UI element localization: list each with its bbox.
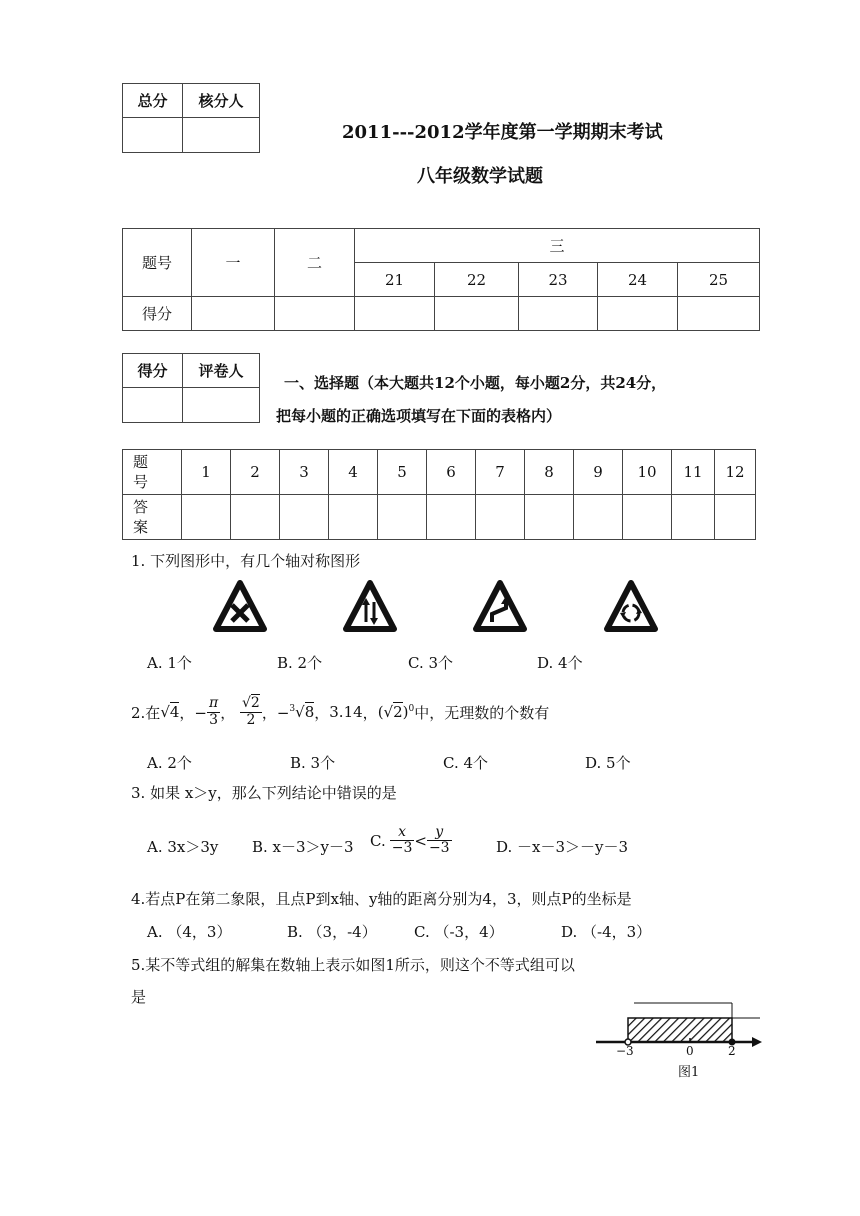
section-score-label: 得分 [123,354,183,388]
question-3-stem: 3. 如果 x＞y，那么下列结论中错误的是 [131,784,397,802]
q1-option-a[interactable]: A. 1个 [147,654,192,672]
q3-option-d[interactable]: D. －x－3＞－y－3 [496,838,629,856]
q4-option-a[interactable]: A. （4，3） [147,923,232,941]
power-exponent: 0 [408,704,415,714]
question-number: 1 [182,450,231,495]
exam-title: 2011---2012学年度第一学期期末考试 [342,122,663,143]
power-base-arg: 2 [393,703,403,721]
q3-option-c[interactable] [370,825,452,857]
figure-caption: 图1 [678,1065,700,1080]
frac-den-2: −3 [428,840,450,857]
frac-y: y [427,825,452,841]
roundabout-sign-icon [604,580,658,632]
part-one-header: 一 [192,229,275,297]
answer-cell[interactable] [574,495,623,540]
axis-arrow-icon [752,1037,762,1047]
answer-cell[interactable] [715,495,756,540]
two-way-traffic-sign-icon [343,580,397,632]
answer-cell[interactable] [182,495,231,540]
q4-option-d[interactable]: D. （-4，3） [561,923,652,941]
score-cell[interactable] [519,297,598,331]
question-number: 4 [329,450,378,495]
question-number: 11 [672,450,715,495]
score-table-score-label: 得分 [123,297,192,331]
sqrt-4: √4 [160,703,180,721]
checker-label: 核分人 [183,84,260,118]
score-table-question-label: 题号 [123,229,192,297]
question-number: 8 [525,450,574,495]
question-5-stem-cont: 是 [131,988,147,1006]
decimal-value: 3.14 [329,703,363,721]
less-than-sign: < [414,831,427,850]
sqrt2-arg: 2 [250,695,260,712]
question-1-stem: 1. 下列图形中，有几个轴对称图形 [131,552,361,570]
question-number: 3 [280,450,329,495]
answer-cell[interactable] [231,495,280,540]
section-one-instruction: 把每小题的正确选项填写在下面的表格内） [276,407,562,425]
q1-option-c[interactable]: C. 3个 [408,654,454,672]
sub-question-header: 23 [519,263,598,297]
q2-prefix: 2.在 [131,703,161,722]
grader-cell[interactable] [183,388,260,423]
frac-x: x [390,825,415,841]
exam-subtitle: 八年级数学试题 [417,166,543,187]
q3-option-b[interactable]: B. x－3＞y－3 [252,838,354,856]
question-number: 5 [378,450,427,495]
sub-question-header: 24 [598,263,678,297]
q1-option-d[interactable]: D. 4个 [537,654,583,672]
answer-cell[interactable] [280,495,329,540]
y-over-neg3 [427,825,452,857]
sub-question-header: 25 [678,263,760,297]
q2-option-a[interactable]: A. 2个 [147,754,192,772]
q2-option-c[interactable]: C. 4个 [443,754,489,772]
question-number: 12 [715,450,756,495]
question-2-stem: 2.在 √4 ，− $\frac{\pi}{3}$ ， $\frac{√2}{2}$ ，− $^3$√8 ， 3.14 ， $(√2)^0$ 中，无理数的个数有 [131,695,550,728]
question-number: 6 [427,450,476,495]
sqrt2-denominator: 2 [246,711,256,728]
part-two-header: 二 [275,229,355,297]
pi-denominator: 3 [209,711,219,728]
checker-cell[interactable] [183,118,260,153]
score-cell[interactable] [598,297,678,331]
x-over-neg3 [390,825,415,857]
answer-cell[interactable] [329,495,378,540]
score-cell[interactable] [678,297,760,331]
sqrt2-over-2: $\frac{√2}{2}$ [241,695,260,728]
answer-cell[interactable] [378,495,427,540]
section-score-cell[interactable] [123,388,183,423]
sqrt2-power-zero: $(√2)^0$ [377,703,415,721]
question-number: 9 [574,450,623,495]
tick-label-0: 0 [686,1044,694,1058]
answer-table-question-label: 题 号 [123,450,182,495]
cbrt-arg: 8 [304,703,315,721]
q3-option-a[interactable]: A. 3x＞3y [147,838,219,856]
q4-option-b[interactable]: B. （3，-4） [287,923,377,941]
answer-cell[interactable] [525,495,574,540]
total-score-box [122,83,260,153]
score-cell[interactable] [435,297,519,331]
number-line-figure [594,1000,764,1080]
q4-option-c[interactable]: C. （-3，4） [414,923,504,941]
score-cell[interactable] [275,297,355,331]
grader-box [122,353,260,423]
pi-over-3 [207,696,220,728]
question-number: 2 [231,450,280,495]
sub-question-header: 22 [435,263,519,297]
score-cell[interactable] [192,297,275,331]
total-score-label: 总分 [123,84,183,118]
sub-question-header: 21 [355,263,435,297]
crossroad-sign-icon [213,580,267,632]
tick-label-neg3: −3 [616,1044,634,1058]
q2-option-b[interactable]: B. 3个 [290,754,336,772]
question-number: 7 [476,450,525,495]
score-table [122,228,760,331]
q2-suffix: 中，无理数的个数有 [414,703,550,722]
section-one-heading: 一、选择题（本大题共12个小题，每小题2分，共24分， [284,374,667,392]
q3-option-c-label: C. [370,831,386,850]
frac-den-1: −3 [391,840,413,857]
question-number: 10 [623,450,672,495]
answer-cell[interactable] [476,495,525,540]
question-5-stem: 5.某不等式组的解集在数轴上表示如图1所示，则这个不等式组可以 [131,956,575,974]
curve-sign-icon [473,580,527,632]
cbrt-8: $^3$√8 [289,703,315,721]
q2-option-d[interactable]: D. 5个 [585,754,631,772]
solution-region [628,1018,732,1042]
total-score-cell[interactable] [123,118,183,153]
cbrt-index: 3 [289,704,296,714]
grader-label: 评卷人 [183,354,260,388]
answer-table [122,449,756,540]
answer-table-answer-label: 答 案 [123,495,182,540]
pi-symbol: π [209,695,219,712]
answer-cell[interactable] [672,495,715,540]
part-three-header: 三 [355,229,760,263]
score-cell[interactable] [355,297,435,331]
answer-cell[interactable] [427,495,476,540]
tick-label-2: 2 [728,1044,736,1058]
q1-option-b[interactable]: B. 2个 [277,654,323,672]
question-4-stem: 4.若点P在第二象限，且点P到x轴、y轴的距离分别为4，3，则点P的坐标是 [131,890,632,908]
sqrt-4-arg: 4 [169,703,180,721]
answer-cell[interactable] [623,495,672,540]
